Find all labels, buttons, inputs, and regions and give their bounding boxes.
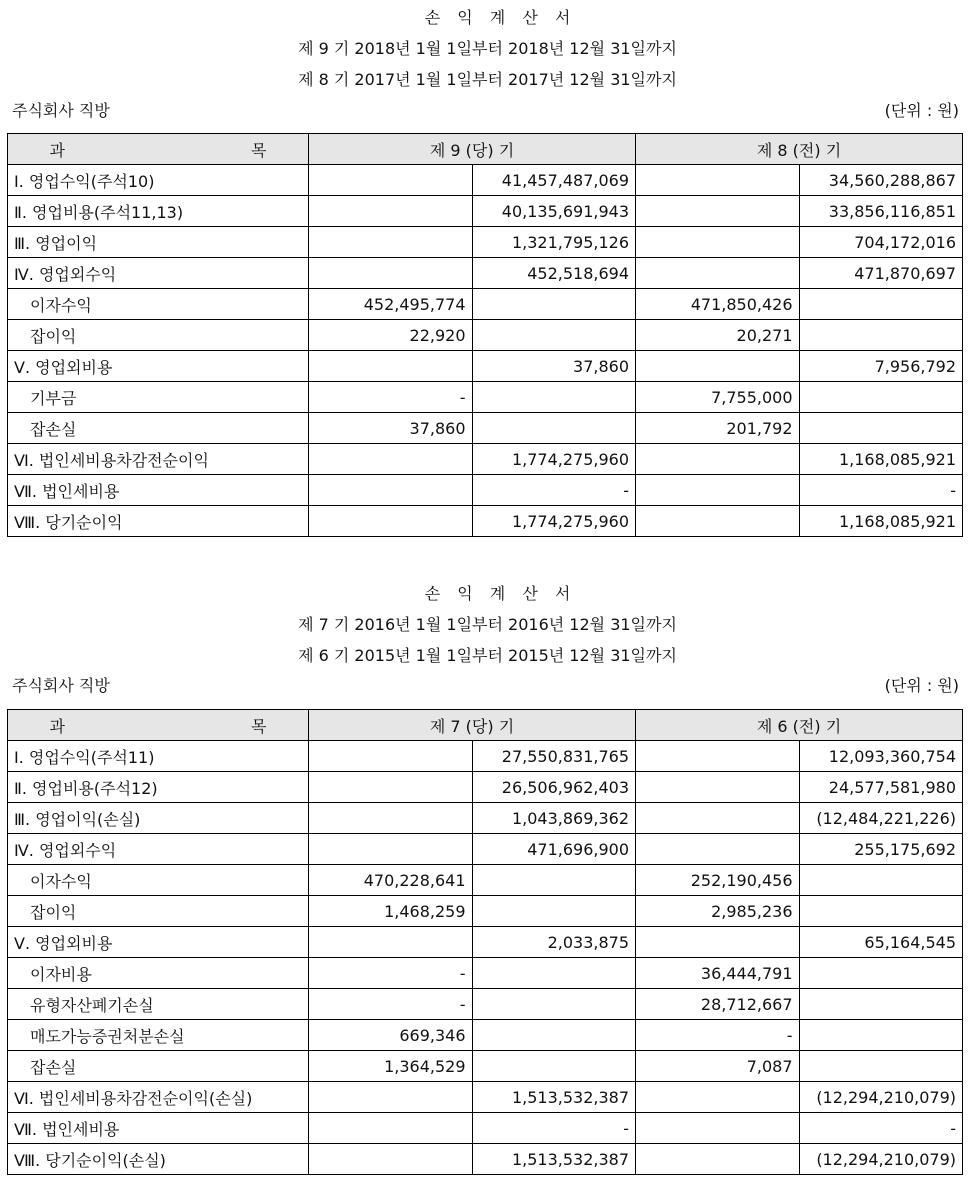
table-row [8,1113,963,1144]
prior-detail-amount: 2,985,236 [636,896,800,927]
row-label: 잡손실 [8,413,309,444]
table-row [8,834,963,865]
prior-total-amount: - [799,475,963,506]
prior-detail-amount [636,1113,800,1144]
prior-detail-amount: 252,190,456 [636,865,800,896]
current-detail-amount: - [309,382,473,413]
current-total-amount [472,320,636,351]
current-detail-amount [309,834,473,865]
row-label: Ⅰ. 영업수익(주석10) [8,165,309,196]
current-detail-amount [309,741,473,772]
prior-detail-amount [636,444,800,475]
company-name: 주식회사 직방 [12,676,110,695]
prior-detail-amount: 7,087 [636,1051,800,1082]
current-total-amount [472,989,636,1020]
table-row [8,1144,963,1175]
prior-detail-amount [636,351,800,382]
row-label: Ⅰ. 영업수익(주석11) [8,741,309,772]
prior-period-header: 제 8 (전) 기 [636,134,963,165]
row-label: 이자수익 [8,865,309,896]
current-detail-amount [309,165,473,196]
prior-total-amount [799,896,963,927]
row-label: Ⅳ. 영업외수익 [8,258,309,289]
row-label: Ⅷ. 당기순이익(손실) [8,1144,309,1175]
current-total-amount [472,958,636,989]
prior-total-amount: (12,294,210,079) [799,1144,963,1175]
table-row [8,772,963,803]
current-total-amount: 1,513,532,387 [472,1144,636,1175]
prior-total-amount [799,289,963,320]
income-statement-fy7 [0,576,975,1199]
table-row [8,320,963,351]
table-row [8,927,963,958]
prior-detail-amount: 20,271 [636,320,800,351]
current-detail-amount: 22,920 [309,320,473,351]
row-label: Ⅶ. 법인세비용 [8,475,309,506]
prior-total-amount [799,382,963,413]
current-total-amount [472,1020,636,1051]
current-total-amount: 471,696,900 [472,834,636,865]
prior-total-amount: 7,956,792 [799,351,963,382]
row-label: 잡손실 [8,1051,309,1082]
prior-detail-amount [636,475,800,506]
prior-detail-amount: 28,712,667 [636,989,800,1020]
subject-header [8,134,309,165]
table-row [8,1020,963,1051]
current-detail-amount: - [309,958,473,989]
current-detail-amount [309,351,473,382]
prior-detail-amount [636,165,800,196]
table-row [8,803,963,834]
current-detail-amount [309,444,473,475]
table-row [8,382,963,413]
current-total-amount: 1,321,795,126 [472,227,636,258]
statement-title: 손 익 계 산 서 [424,8,577,27]
prior-detail-amount [636,506,800,537]
current-detail-amount: 470,228,641 [309,865,473,896]
current-detail-amount: 669,346 [309,1020,473,1051]
table-row [8,289,963,320]
company-name: 주식회사 직방 [12,101,110,120]
row-label: 잡이익 [8,896,309,927]
current-period-header: 제 7 (당) 기 [309,710,636,741]
table-row [8,258,963,289]
current-total-amount [472,896,636,927]
row-label: Ⅴ. 영업외비용 [8,351,309,382]
prior-total-amount [799,1051,963,1082]
prior-detail-amount: 7,755,000 [636,382,800,413]
current-total-amount: 1,774,275,960 [472,444,636,475]
row-label: 잡이익 [8,320,309,351]
current-detail-amount: 452,495,774 [309,289,473,320]
table-header-row [8,710,963,741]
subject-header-left: 과 [49,716,65,736]
prior-detail-amount [636,258,800,289]
current-detail-amount: - [309,989,473,1020]
table-row [8,227,963,258]
prior-total-amount [799,865,963,896]
current-period: 제 7 기 2016년 1월 1일부터 2016년 12월 31일까지 [298,615,677,634]
prior-detail-amount [636,772,800,803]
current-total-amount: 40,135,691,943 [472,196,636,227]
prior-detail-amount [636,834,800,865]
subject-header [8,710,309,741]
current-detail-amount [309,475,473,506]
prior-period: 제 6 기 2015년 1월 1일부터 2015년 12월 31일까지 [298,646,677,665]
table-row [8,351,963,382]
table-row [8,475,963,506]
current-period: 제 9 기 2018년 1월 1일부터 2018년 12월 31일까지 [298,39,677,58]
prior-detail-amount [636,196,800,227]
table-row [8,896,963,927]
current-detail-amount [309,927,473,958]
income-statement-table [7,133,963,537]
prior-total-amount: 12,093,360,754 [799,741,963,772]
row-label: 기부금 [8,382,309,413]
prior-detail-amount [636,227,800,258]
row-label: 유형자산폐기손실 [8,989,309,1020]
prior-total-amount: (12,484,221,226) [799,803,963,834]
row-label: 매도가능증권처분손실 [8,1020,309,1051]
current-total-amount [472,382,636,413]
subject-header-left: 과 [49,140,65,160]
table-body [8,165,963,537]
prior-detail-amount [636,1082,800,1113]
income-statement-fy9 [0,0,975,560]
row-label: Ⅱ. 영업비용(주석12) [8,772,309,803]
current-total-amount: 1,513,532,387 [472,1082,636,1113]
current-total-amount: 2,033,875 [472,927,636,958]
table-row [8,865,963,896]
current-period-header: 제 9 (당) 기 [309,134,636,165]
table-row [8,413,963,444]
current-detail-amount [309,803,473,834]
current-detail-amount [309,1113,473,1144]
row-label: 이자비용 [8,958,309,989]
table-row [8,196,963,227]
prior-total-amount: 34,560,288,867 [799,165,963,196]
current-total-amount: 1,774,275,960 [472,506,636,537]
prior-total-amount [799,958,963,989]
current-total-amount: 37,860 [472,351,636,382]
current-total-amount: 26,506,962,403 [472,772,636,803]
current-detail-amount [309,196,473,227]
current-detail-amount [309,227,473,258]
prior-total-amount: (12,294,210,079) [799,1082,963,1113]
prior-total-amount: 471,870,697 [799,258,963,289]
prior-total-amount: - [799,1113,963,1144]
current-total-amount: - [472,1113,636,1144]
subject-header-right: 목 [251,716,267,736]
row-label: Ⅵ. 법인세비용차감전순이익(손실) [8,1082,309,1113]
current-total-amount: 452,518,694 [472,258,636,289]
subject-header-right: 목 [251,140,267,160]
current-detail-amount [309,1144,473,1175]
row-label: Ⅵ. 법인세비용차감전순이익 [8,444,309,475]
current-total-amount: 41,457,487,069 [472,165,636,196]
prior-total-amount: 24,577,581,980 [799,772,963,803]
row-label: Ⅴ. 영업외비용 [8,927,309,958]
current-detail-amount [309,258,473,289]
row-label: Ⅲ. 영업이익 [8,227,309,258]
current-total-amount: - [472,475,636,506]
current-detail-amount [309,772,473,803]
prior-detail-amount: 36,444,791 [636,958,800,989]
unit-label: (단위 : 원) [884,676,959,695]
current-total-amount [472,413,636,444]
prior-detail-amount [636,803,800,834]
prior-detail-amount [636,741,800,772]
table-row [8,506,963,537]
current-total-amount [472,865,636,896]
prior-detail-amount: 201,792 [636,413,800,444]
prior-total-amount: 255,175,692 [799,834,963,865]
table-row [8,958,963,989]
statement-title: 손 익 계 산 서 [424,584,577,603]
current-total-amount [472,1051,636,1082]
current-total-amount: 27,550,831,765 [472,741,636,772]
current-total-amount: 1,043,869,362 [472,803,636,834]
row-label: 이자수익 [8,289,309,320]
unit-label: (단위 : 원) [884,101,959,120]
table-row [8,165,963,196]
prior-total-amount [799,989,963,1020]
prior-detail-amount: 471,850,426 [636,289,800,320]
prior-total-amount: 704,172,016 [799,227,963,258]
table-body [8,741,963,1175]
table-row [8,989,963,1020]
table-row [8,444,963,475]
table-row [8,741,963,772]
row-label: Ⅲ. 영업이익(손실) [8,803,309,834]
table-row [8,1082,963,1113]
current-detail-amount: 1,468,259 [309,896,473,927]
current-total-amount [472,289,636,320]
current-detail-amount [309,506,473,537]
prior-total-amount [799,1020,963,1051]
row-label: Ⅶ. 법인세비용 [8,1113,309,1144]
table-header-row [8,134,963,165]
income-statement-table [7,709,963,1175]
current-detail-amount [309,1082,473,1113]
prior-total-amount: 1,168,085,921 [799,506,963,537]
prior-period-header: 제 6 (전) 기 [636,710,963,741]
current-detail-amount: 1,364,529 [309,1051,473,1082]
prior-detail-amount [636,927,800,958]
row-label: Ⅱ. 영업비용(주석11,13) [8,196,309,227]
prior-period: 제 8 기 2017년 1월 1일부터 2017년 12월 31일까지 [298,70,677,89]
row-label: Ⅳ. 영업외수익 [8,834,309,865]
prior-total-amount: 65,164,545 [799,927,963,958]
prior-detail-amount [636,1144,800,1175]
current-detail-amount: 37,860 [309,413,473,444]
prior-total-amount [799,413,963,444]
prior-detail-amount: - [636,1020,800,1051]
prior-total-amount: 33,856,116,851 [799,196,963,227]
prior-total-amount [799,320,963,351]
table-row [8,1051,963,1082]
prior-total-amount: 1,168,085,921 [799,444,963,475]
row-label: Ⅷ. 당기순이익 [8,506,309,537]
